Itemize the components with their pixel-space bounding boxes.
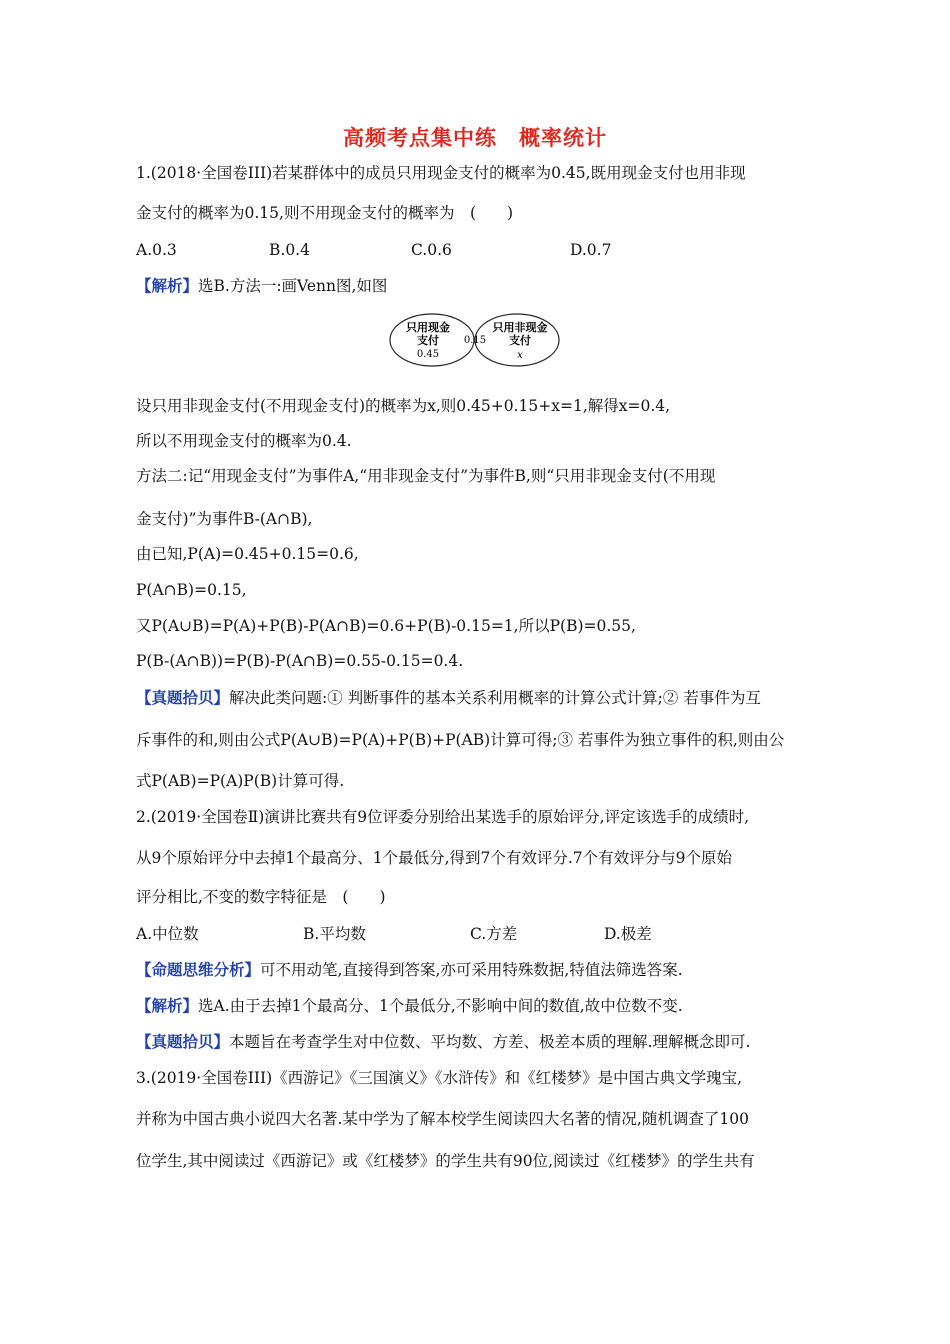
- venn-right-label-2: 支付: [509, 334, 531, 347]
- venn-left-label-2: 支付: [417, 334, 439, 347]
- venn-left-value: 0.45: [416, 349, 440, 360]
- q3-stem-line-1: 3.(2019·全国卷III)《西游记》《三国演义》《水浒传》和《红楼梦》是中国古典文学瑰宝,: [136, 1069, 743, 1087]
- q3-stem-line-3: 位学生,其中阅读过《西游记》或《红楼梦》的学生共有90位,阅读过《红楼梦》的学生共有: [136, 1152, 755, 1170]
- q2-options: [136, 923, 826, 945]
- q2-option-d: D.极差: [604, 925, 652, 943]
- q1-tips-line-2: 斥事件的和,则由公式P(A∪B)=P(A)+P(B)+P(AB)计算可得;③ 若事件为独立事件的积,则由公: [136, 731, 785, 749]
- q1-analysis: [136, 275, 826, 297]
- q2-option-b: B.平均数: [303, 925, 366, 943]
- q1-solution-line-2: 所以不用现金支付的概率为0.4.: [136, 432, 352, 450]
- page-title: 高频考点集中练 概率统计: [343, 126, 607, 150]
- tips-tag: 【真题拾贝】: [136, 689, 230, 707]
- q1-option-c: C.0.6: [411, 241, 452, 259]
- q1-solution-line-4: 金支付)”为事件B-(A∩B),: [136, 510, 313, 528]
- q1-options: [136, 239, 826, 261]
- q1-tips-line-3: 式P(AB)=P(A)P(B)计算可得.: [136, 772, 345, 790]
- q1-tips-line-1: [136, 687, 826, 709]
- q1-solution-line-6: P(A∩B)=0.15,: [136, 581, 247, 599]
- q2-option-a: A.中位数: [136, 925, 199, 943]
- q2-stem-line-2: 从9个原始评分中去掉1个最高分、1个最低分,得到7个有效评分.7个有效评分与9个原始: [136, 849, 733, 867]
- q1-tips-text-1: 解决此类问题:① 判断事件的基本关系利用概率的计算公式计算;② 若事件为互: [229, 689, 761, 707]
- q2-stem-line-1: 2.(2019·全国卷Ⅱ)演讲比赛共有9位评委分别给出某选手的原始评分,评定该选手的成绩时,: [136, 808, 750, 826]
- q2-analysis-text: 选A.由于去掉1个最高分、1个最低分,不影响中间的数值,故中位数不变.: [198, 997, 683, 1015]
- venn-right-label-1: 只用非现金: [492, 321, 548, 334]
- q3-stem-line-2: 并称为中国古典小说四大名著.某中学为了解本校学生阅读四大名著的情况,随机调查了100: [136, 1110, 749, 1128]
- q1-option-b: B.0.4: [269, 241, 310, 259]
- q2-thinking: [136, 959, 826, 981]
- q1-solution-line-3: 方法二:记“用现金支付”为事件A,“用非现金支付”为事件B,则“只用非现金支付(不用现: [136, 467, 716, 485]
- q1-solution-line-8: P(B-(A∩B))=P(B)-P(A∩B)=0.55-0.15=0.4.: [136, 652, 464, 670]
- q1-solution-line-7: 又P(A∪B)=P(A)+P(B)-P(A∩B)=0.6+P(B)-0.15=1,所以P(B)=0.55,: [136, 617, 636, 635]
- q1-stem-line-2: 金支付的概率为0.15,则不用现金支付的概率为 ( ): [136, 204, 514, 222]
- q1-solution-line-1: 设只用非现金支付(不用现金支付)的概率为x,则0.45+0.15+x=1,解得x=0.4,: [136, 397, 671, 415]
- venn-center-value: 0.15: [463, 335, 487, 346]
- q2-stem-line-3: 评分相比,不变的数字特征是 ( ): [136, 888, 386, 906]
- q1-analysis-text: 选B.方法一:画Venn图,如图: [198, 277, 388, 295]
- q2-thinking-text: 可不用动笔,直接得到答案,亦可采用特殊数据,特值法筛选答案.: [260, 961, 683, 979]
- q2-option-c: C.方差: [470, 925, 518, 943]
- q1-option-a: A.0.3: [136, 241, 177, 259]
- q1-option-d: D.0.7: [570, 241, 612, 259]
- q2-analysis: [136, 995, 826, 1017]
- q2-tips-text: 本题旨在考查学生对中位数、平均数、方差、极差本质的理解.理解概念即可.: [229, 1033, 751, 1051]
- q2-tips: [136, 1031, 826, 1053]
- thinking-tag: 【命题思维分析】: [136, 961, 261, 979]
- q1-solution-line-5: 由已知,P(A)=0.45+0.15=0.6,: [136, 545, 359, 563]
- venn-left-label-1: 只用现金: [406, 321, 450, 334]
- venn-right-value: x: [517, 350, 523, 361]
- tips-tag: 【真题拾贝】: [136, 1033, 230, 1051]
- q1-stem-line-1: 1.(2018·全国卷III)若某群体中的成员只用现金支付的概率为0.45,既用现金支付也用非现: [136, 164, 746, 182]
- venn-diagram: [388, 310, 563, 370]
- analysis-tag: 【解析】: [136, 277, 199, 295]
- analysis-tag: 【解析】: [136, 997, 199, 1015]
